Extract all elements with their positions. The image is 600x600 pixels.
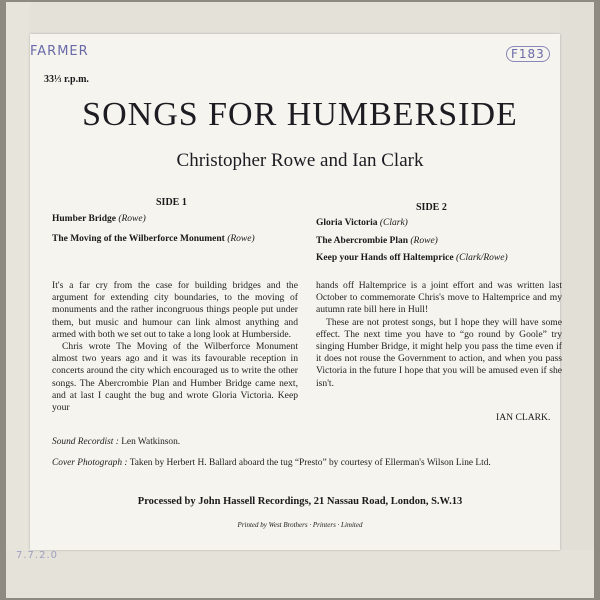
printed-by: Printed by West Brothers · Printers · Limited (237, 521, 363, 529)
track-abercrombie-plan: The Abercrombie Plan (Rowe) (316, 236, 438, 246)
sleeve-flap-bottom (6, 550, 594, 598)
handwritten-number: 7.7.2.0 (16, 550, 58, 561)
side2-heading: SIDE 2 (416, 202, 447, 213)
notes-paragraph: These are not protest songs, but I hope they will have some effect. The next time you have to “go round by Goole” try singing Humber Bridge, it might help you pass the time even if it does not rouse the Government to action, and when you pass Victoria in the future I hope that you will be amused even if she isn't. (316, 316, 562, 389)
handwritten-farmer: FARMER (30, 44, 89, 59)
artists: Christopher Rowe and Ian Clark (176, 150, 424, 171)
rpm-label: 33⅓ r.p.m. (44, 74, 89, 85)
track-wilberforce-monument: The Moving of the Wilberforce Monument (Rowe) (52, 234, 255, 244)
notes-paragraph: It's a far cry from the case for building bridges and the argument for extending city boundaries, to the moving of monuments and the rather incongruous things people put under them, but music and humour can link almost anything and armed with both we set out to take a long look at Humberside. (52, 280, 298, 340)
notes-paragraph: Chris wrote The Moving of the Wilberforce Monument almost two years ago and it was its favourable reception in concerts around the city which encouraged us to write the other songs. The Abercrombie Plan and Humber Bridge came next, and at last I caught the bug and wrote Gloria Victoria. Keep your (52, 341, 298, 414)
processed-by: Processed by John Hassell Recordings, 21 Nassau Road, London, S.W.13 (137, 496, 463, 507)
sleeve-flap-top (6, 2, 594, 34)
track-gloria-victoria: Gloria Victoria (Clark) (316, 218, 408, 228)
signature: IAN CLARK. (496, 412, 551, 423)
track-haltemprice: Keep your Hands off Haltemprice (Clark/Rowe) (316, 253, 508, 263)
cover-photo-credit: Cover Photograph : Taken by Herbert H. Ballard aboard the tug “Presto” by courtesy of Ellerman's Wilson Line Ltd. (52, 458, 491, 468)
album-title: SONGS FOR HUMBERSIDE (82, 96, 518, 133)
track-humber-bridge: Humber Bridge (Rowe) (52, 214, 146, 224)
side1-heading: SIDE 1 (156, 197, 187, 208)
sleeve-flap-left (6, 2, 30, 598)
liner-notes-right (316, 280, 562, 390)
liner-notes-left (52, 280, 298, 414)
sound-recordist-credit: Sound Recordist : Len Watkinson. (52, 437, 181, 447)
record-sleeve (6, 2, 594, 598)
notes-paragraph: hands off Haltemprice is a joint effort and was written last October to commemorate Chris's move to Haltemprice and my autumn rate bill here in Hull! (316, 280, 562, 316)
sleeve-flap-right (560, 2, 594, 598)
handwritten-ref: F183 (506, 46, 550, 62)
